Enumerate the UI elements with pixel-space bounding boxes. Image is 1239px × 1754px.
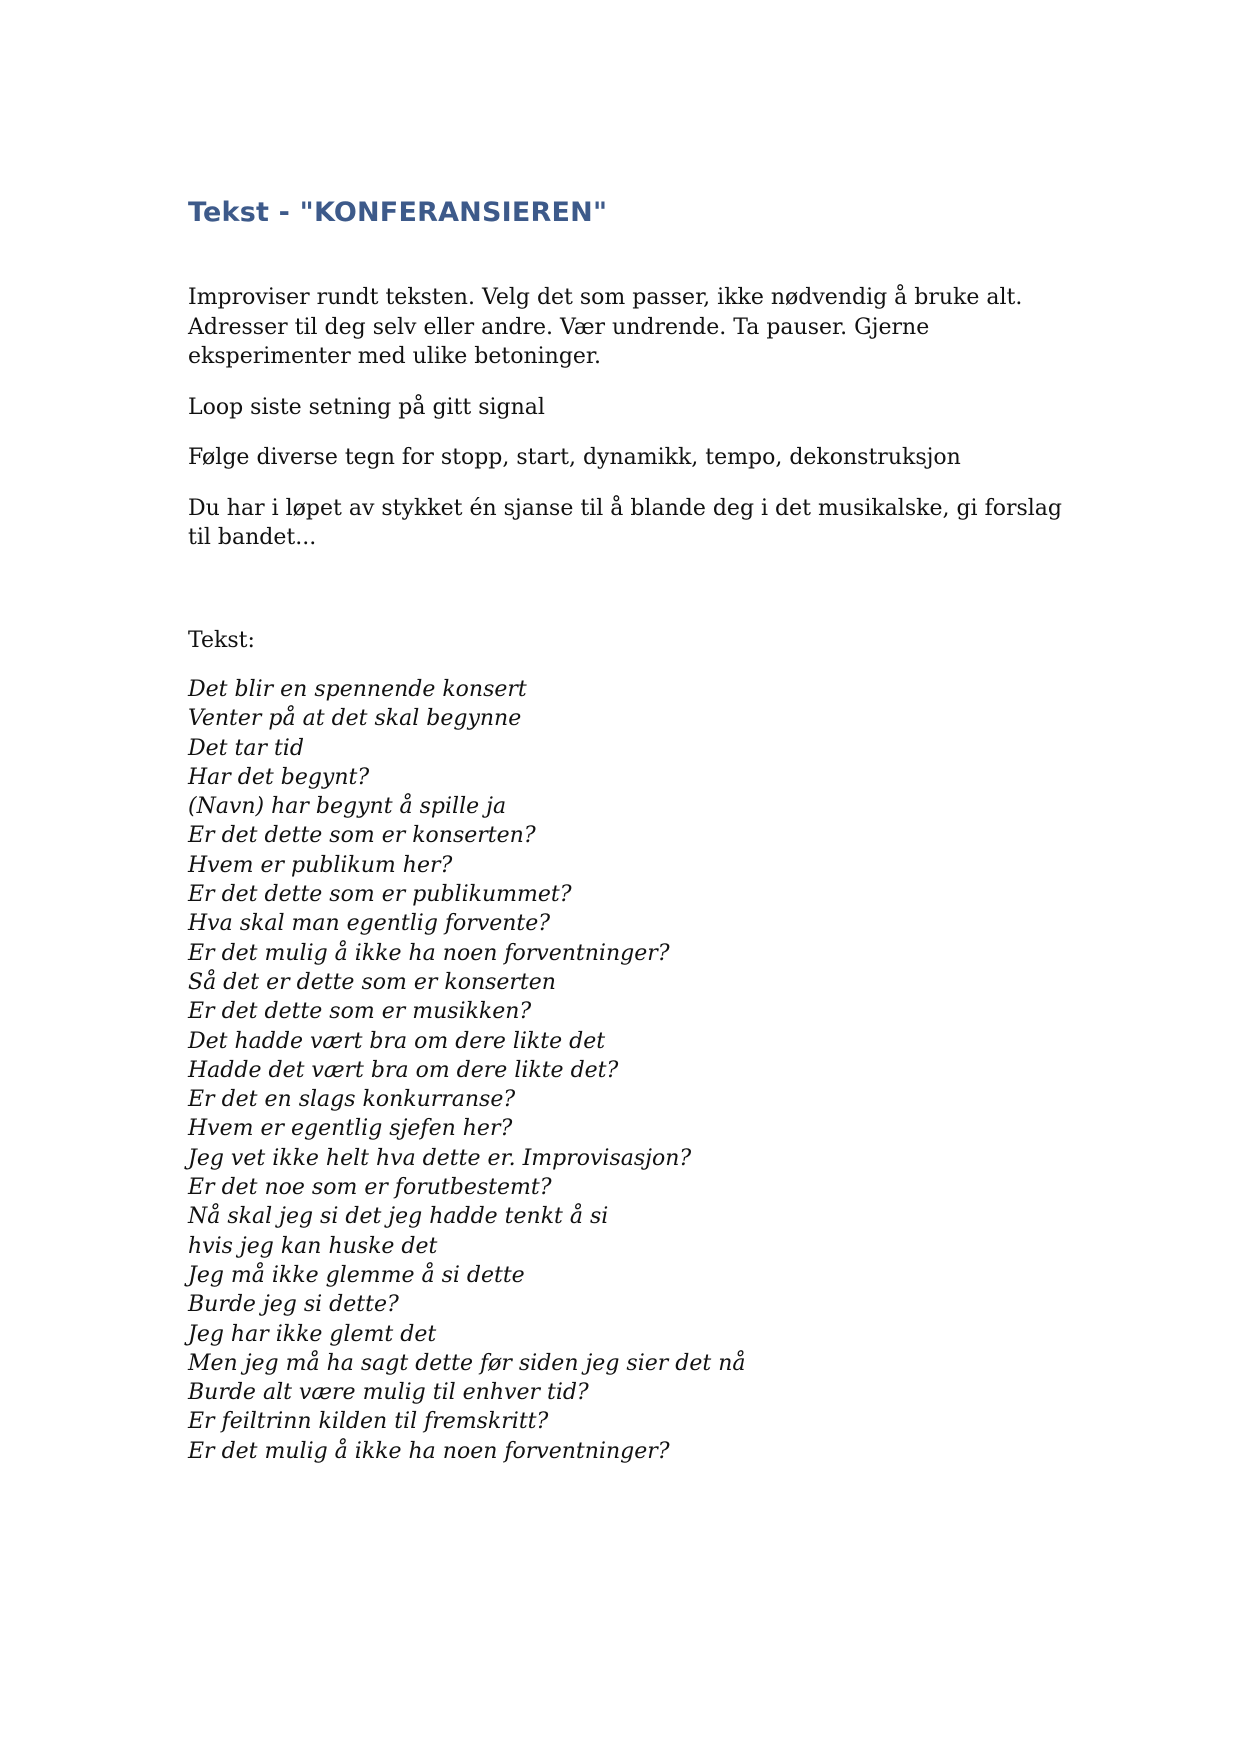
lyric-line: Er det en slags konkurranse? (188, 1087, 516, 1113)
lyrics-list (188, 675, 1088, 1466)
lyric-line: Er det dette som er musikken? (188, 999, 532, 1025)
lyric-line: Er det mulig å ikke ha noen forventninger? (188, 1438, 670, 1464)
lyric-line: Burde jeg si dette? (188, 1292, 399, 1318)
instruction-paragraph: Improviser rundt teksten. Velg det som passer, ikke nødvendig å bruke alt. Adresser til deg selv eller andre. Vær undrende. Ta pauser. Gjerne eksperimenter med ulike betoninger. (188, 285, 1023, 369)
lyric-line: Venter på at det skal begynne (188, 706, 522, 732)
lyric-line: Er det mulig å ikke ha noen forventninger? (188, 940, 670, 966)
page-title: Tekst - "KONFERANSIEREN" (188, 197, 608, 228)
lyric-line: Nå skal jeg si det jeg hadde tenkt å si (188, 1204, 609, 1230)
instructions-section (188, 283, 1088, 553)
lyric-line: Det tar tid (188, 735, 304, 761)
lyric-line: Hvem er publikum her? (188, 852, 453, 878)
lyric-line: Hva skal man egentlig forvente? (188, 911, 551, 937)
lyric-line: Er det noe som er forutbestemt? (188, 1175, 552, 1201)
lyric-line: Hadde det vært bra om dere likte det? (188, 1057, 619, 1083)
instruction-paragraph: Loop siste setning på gitt signal (188, 394, 545, 420)
lyric-line: Jeg har ikke glemt det (188, 1321, 437, 1347)
lyric-line: Er det dette som er konserten? (188, 823, 536, 849)
lyric-line: Det hadde vært bra om dere likte det (188, 1028, 606, 1054)
lyric-line: Er feiltrinn kilden til fremskritt? (188, 1409, 549, 1435)
lyric-line: Jeg må ikke glemme å si dette (188, 1262, 525, 1288)
lyric-line: Er det dette som er publikummet? (188, 882, 572, 908)
lyrics-heading: Tekst: (188, 627, 255, 653)
document-page (188, 198, 1088, 1466)
instruction-paragraph: Du har i løpet av stykket én sjanse til å blande deg i det musikalske, gi forslag til bandet... (188, 495, 1063, 550)
instruction-paragraph: Følge diverse tegn for stopp, start, dynamikk, tempo, dekonstruksjon (188, 445, 961, 470)
lyric-line: Men jeg må ha sagt dette før siden jeg sier det nå (188, 1350, 746, 1376)
lyric-line: Hvem er egentlig sjefen her? (188, 1116, 513, 1142)
lyric-line: Det blir en spennende konsert (188, 677, 527, 702)
lyric-line: Burde alt være mulig til enhver tid? (188, 1380, 589, 1406)
lyric-line: Har det begynt? (188, 764, 370, 790)
lyric-line: hvis jeg kan huske det (188, 1233, 438, 1259)
lyric-line: (Navn) har begynt å spille ja (188, 794, 507, 820)
lyric-line: Så det er dette som er konserten (188, 969, 556, 995)
lyric-line: Jeg vet ikke helt hva dette er. Improvisasjon? (188, 1145, 692, 1171)
